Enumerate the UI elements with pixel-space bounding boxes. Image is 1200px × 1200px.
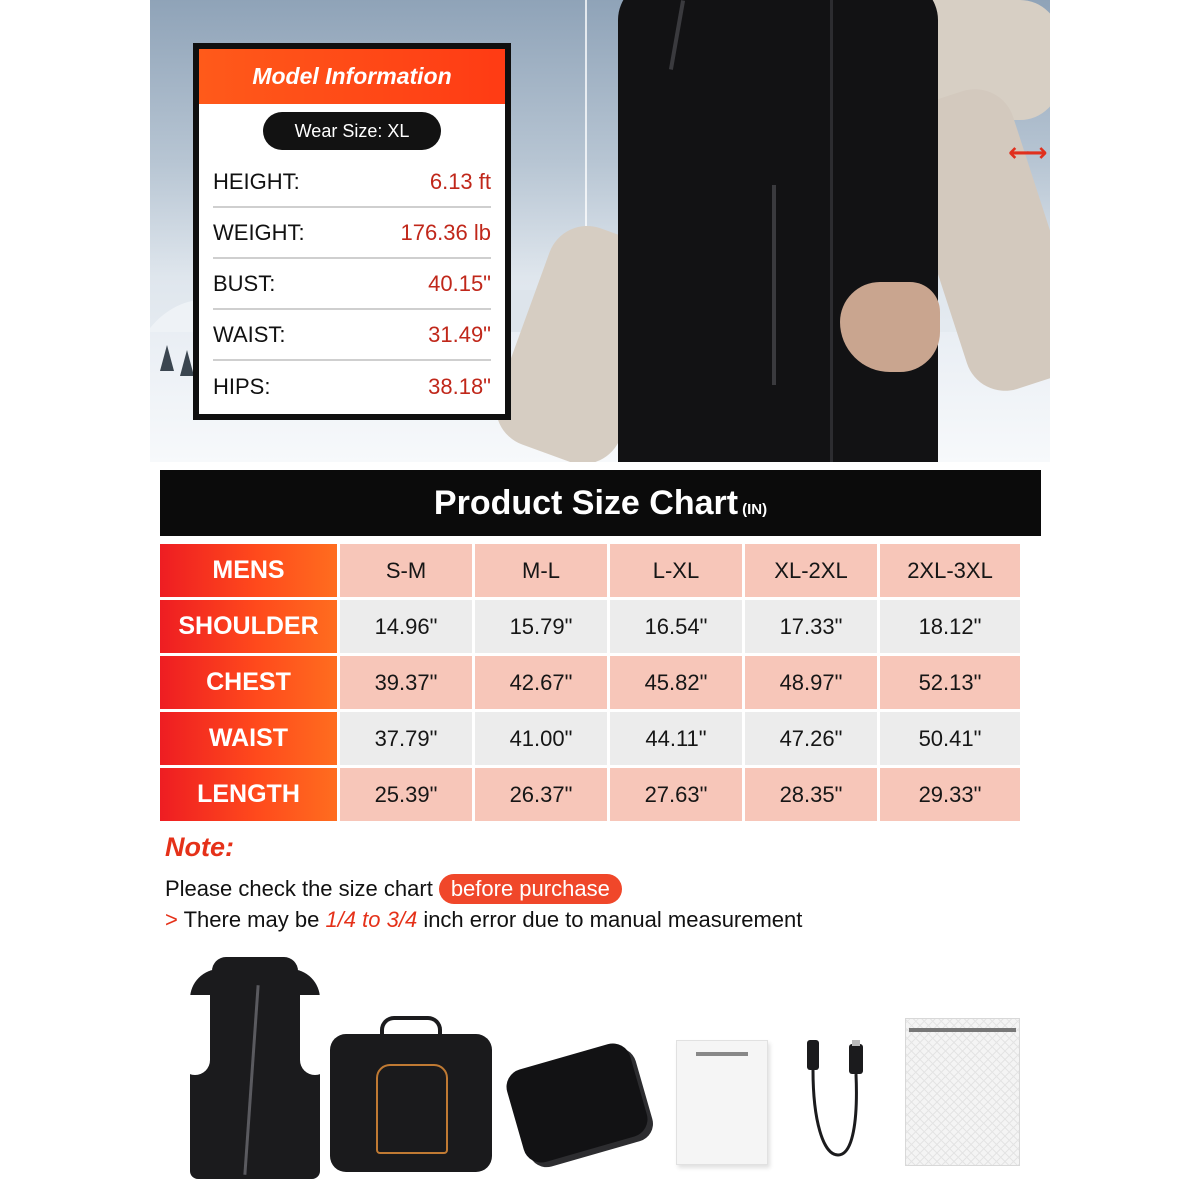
size-column-header: L-XL: [610, 544, 742, 597]
table-cell: 29.33": [880, 768, 1020, 821]
wear-size-badge: Wear Size: XL: [263, 112, 441, 150]
storage-bag-icon: [330, 1020, 492, 1170]
vest-pocket-zipper: [772, 185, 776, 385]
user-manual-icon: [676, 1040, 768, 1165]
power-bank-icon: [505, 1045, 647, 1160]
table-row-chest: [160, 656, 1020, 709]
note-line-error: [165, 907, 802, 933]
table-cell: 16.54": [610, 600, 742, 653]
tree: [160, 345, 174, 371]
note-text: inch error due to manual measurement: [423, 907, 803, 932]
model-row-label: HEIGHT:: [213, 169, 300, 194]
table-cell: 41.00": [475, 712, 607, 765]
chevron-right-icon: >: [165, 907, 178, 932]
table-cell: 28.35": [745, 768, 877, 821]
model-row-waist: [213, 311, 491, 361]
model-row-label: HIPS:: [213, 374, 271, 399]
table-cell: 37.79": [340, 712, 472, 765]
row-header-shoulder: SHOULDER: [160, 600, 337, 653]
note-highlight-badge: before purchase: [439, 874, 622, 904]
size-chart-table: [157, 541, 1023, 824]
table-row-waist: [160, 712, 1020, 765]
table-cell: 26.37": [475, 768, 607, 821]
table-cell: 48.97": [745, 656, 877, 709]
table-cell: 47.26": [745, 712, 877, 765]
table-cell: 15.79": [475, 600, 607, 653]
note-line-check-size: [165, 874, 622, 904]
size-header-row: [160, 544, 1020, 597]
table-cell: 25.39": [340, 768, 472, 821]
model-row-weight: [213, 209, 491, 259]
model-row-value: 40.15": [428, 271, 491, 296]
table-cell: 18.12": [880, 600, 1020, 653]
model-row-label: WEIGHT:: [213, 220, 305, 245]
table-cell: 52.13": [880, 656, 1020, 709]
model-row-bust: [213, 260, 491, 310]
stretch-arrow-icon: ←→: [1008, 138, 1044, 168]
model-hand: [840, 282, 940, 372]
table-cell: 14.96": [340, 600, 472, 653]
table-cell: 27.63": [610, 768, 742, 821]
table-cell: 39.37": [340, 656, 472, 709]
model-row-value: 176.36 lb: [400, 220, 491, 245]
model-row-hips: [213, 362, 491, 412]
note-title: Note:: [165, 832, 234, 862]
row-header-chest: CHEST: [160, 656, 337, 709]
tree: [180, 350, 194, 376]
table-cell: 44.11": [610, 712, 742, 765]
note-text: Please check the size chart: [165, 876, 433, 901]
model-row-label: WAIST:: [213, 322, 286, 347]
row-header-length: LENGTH: [160, 768, 337, 821]
model-information-title: Model Information: [252, 63, 452, 89]
table-cell: 50.41": [880, 712, 1020, 765]
heated-vest-icon: [180, 955, 330, 1180]
size-chart-title-bar: [160, 470, 1041, 536]
size-chart-unit: (IN): [742, 500, 768, 518]
table-row-shoulder: [160, 600, 1020, 653]
note-text: There may be: [183, 907, 320, 932]
table-cell: 17.33": [745, 600, 877, 653]
table-cell: 42.67": [475, 656, 607, 709]
note-error-range: 1/4 to 3/4: [325, 907, 418, 932]
size-column-header: S-M: [340, 544, 472, 597]
model-row-value: 38.18": [428, 374, 491, 399]
usb-cable-icon: [803, 1040, 873, 1160]
model-information-card: [193, 43, 511, 420]
model-vest: [618, 0, 938, 462]
model-row-height: [213, 158, 491, 208]
size-column-header: 2XL-3XL: [880, 544, 1020, 597]
size-chart-title: Product Size Chart: [433, 483, 739, 522]
row-header-mens: MENS: [160, 544, 337, 597]
model-row-value: 31.49": [428, 322, 491, 347]
model-information-header: [199, 49, 505, 104]
size-column-header: XL-2XL: [745, 544, 877, 597]
size-column-header: M-L: [475, 544, 607, 597]
table-row-length: [160, 768, 1020, 821]
table-cell: 45.82": [610, 656, 742, 709]
row-header-waist: WAIST: [160, 712, 337, 765]
model-row-label: BUST:: [213, 271, 276, 296]
laundry-bag-icon: [905, 1018, 1020, 1166]
vest-seam: [830, 0, 833, 462]
model-row-value: 6.13 ft: [429, 169, 491, 194]
